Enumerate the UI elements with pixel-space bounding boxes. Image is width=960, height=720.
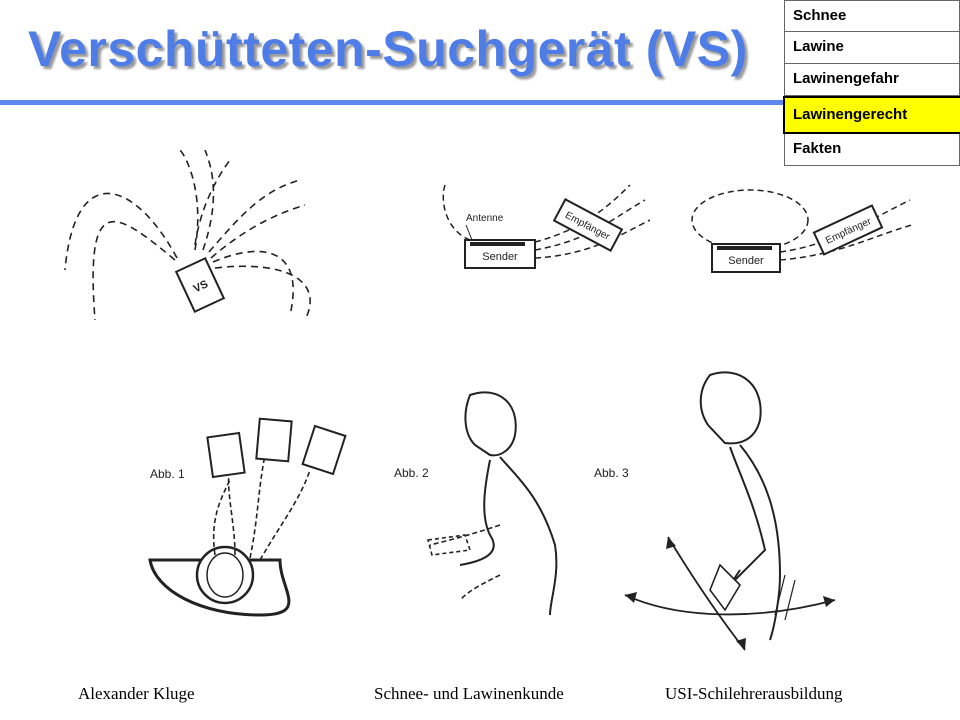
- sender-receiver-figure: [440, 180, 650, 280]
- vs-device-label: VS: [191, 278, 211, 296]
- footer-author: Alexander Kluge: [78, 684, 195, 703]
- abb1-figure: [140, 360, 390, 625]
- nav-item-fakten[interactable]: Fakten: [784, 134, 960, 166]
- field-lines-figure: [55, 150, 315, 325]
- antenna-label: Antenne: [466, 213, 504, 224]
- footer-course: USI-Schilehrerausbildung: [665, 684, 843, 703]
- nav-item-schnee[interactable]: Schnee: [784, 0, 960, 32]
- loop-sender-label: Sender: [728, 255, 764, 267]
- abb2-figure: [390, 385, 590, 620]
- abb3-label: Abb. 3: [594, 466, 629, 480]
- loop-receiver-label: Empfänger: [824, 216, 874, 247]
- receiver-label: Empfänger: [563, 209, 612, 243]
- abb3-figure: [590, 365, 850, 655]
- abb1-label: Abb. 1: [150, 467, 185, 481]
- sender-label: Sender: [482, 251, 518, 263]
- sender-receiver-loop-figure: [690, 180, 915, 280]
- nav-item-lawinengefahr[interactable]: Lawinengefahr: [784, 64, 960, 96]
- title-underline: [0, 100, 785, 105]
- section-nav: [784, 0, 960, 166]
- nav-item-lawinengerecht[interactable]: Lawinengerecht: [783, 96, 960, 134]
- abb2-label: Abb. 2: [394, 466, 429, 480]
- nav-item-lawine[interactable]: Lawine: [784, 32, 960, 64]
- page-title: Verschütteten-Suchgerät (VS): [28, 21, 748, 77]
- footer-subject: Schnee- und Lawinenkunde: [374, 684, 564, 703]
